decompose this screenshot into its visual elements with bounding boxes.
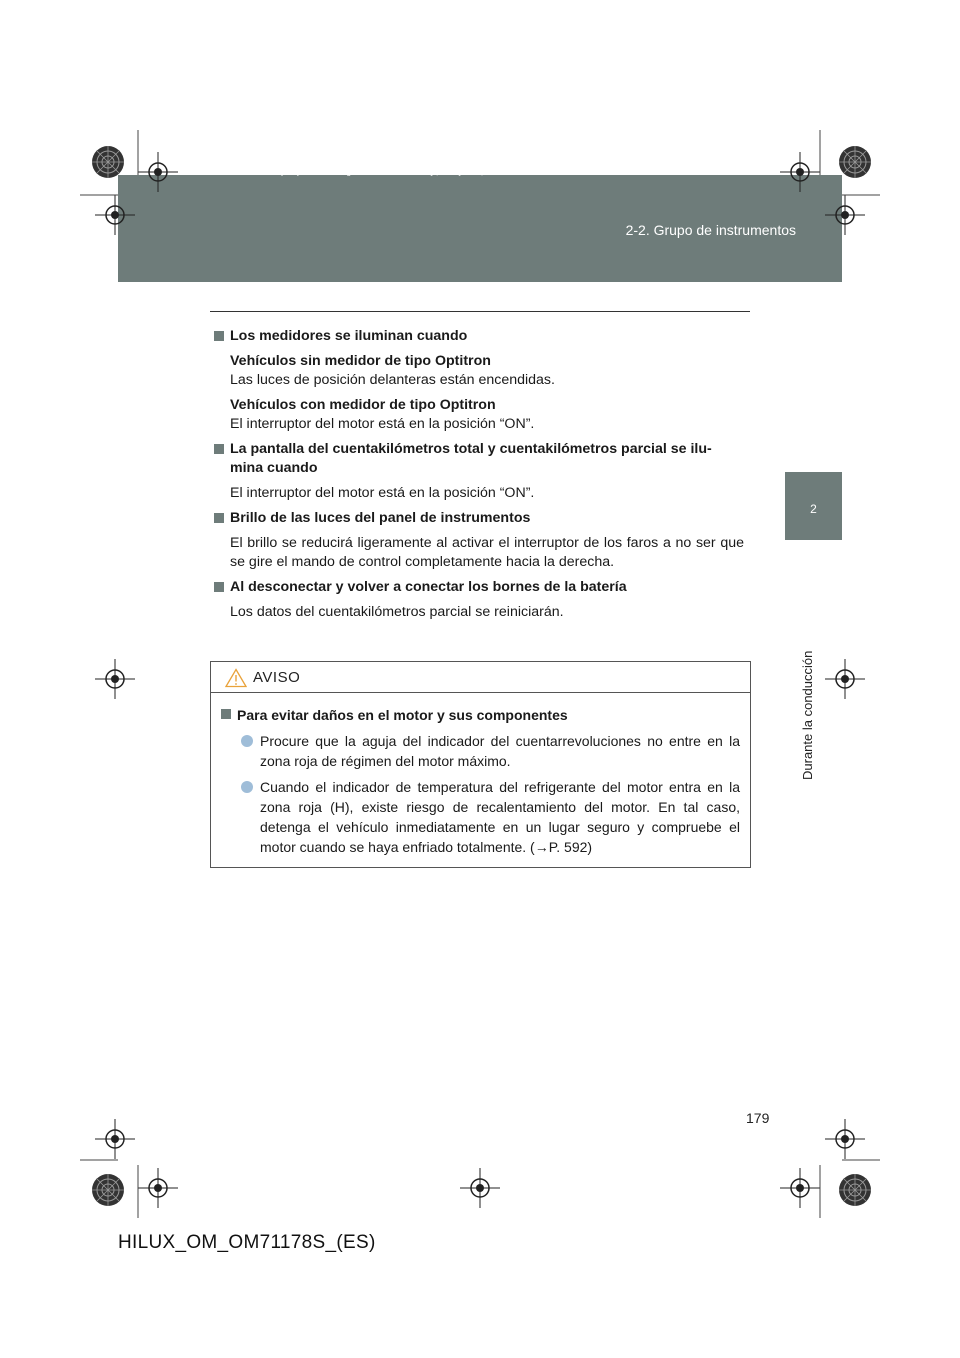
paragraph: Los datos del cuentakilómetros parcial se reiniciarán. <box>230 604 564 620</box>
warning-label: AVISO <box>253 669 301 686</box>
circle-bullet-icon <box>241 735 253 747</box>
section-4 <box>214 578 744 622</box>
chapter-title: Durante la conducción <box>800 650 815 780</box>
list-item: Cuando el indicador de temperatura del refrigerante del motor entra en la zona roja (H), existe riesgo de recalentamiento del motor. En tal caso, detenga el vehículo inmediatamente en un lugar seguro y compruebe el motor cuando se haya enfriado totalmente. (→P. 592) <box>241 777 740 857</box>
square-bullet-icon <box>214 582 224 592</box>
section-heading: Los medidores se iluminan cuando <box>214 327 744 346</box>
square-bullet-icon <box>214 331 224 341</box>
section-3 <box>214 509 744 572</box>
paragraph: El interruptor del motor está en la posición “ON”. <box>230 485 535 501</box>
main-content <box>214 327 744 628</box>
page-number: 179 <box>746 1110 770 1126</box>
subsection-heading: Vehículos con medidor de tipo Optitron <box>230 397 496 413</box>
warning-heading: Para evitar daños en el motor y sus componentes <box>221 705 740 725</box>
warning-triangle-icon <box>225 668 247 688</box>
square-bullet-icon <box>214 513 224 523</box>
square-bullet-icon <box>221 709 231 719</box>
subsection-heading: Vehículos sin medidor de tipo Optitron <box>230 353 491 369</box>
circle-bullet-icon <box>241 781 253 793</box>
file-stamp: HILUX_OM_OM71178S_(ES).book Page 179 Wednesday, May 16, 2012 3:09 PM <box>178 167 559 177</box>
book-code: HILUX_OM_OM71178S_(ES) <box>118 1232 376 1253</box>
paragraph: El brillo se reducirá ligeramente al activar el interruptor de los faros a no ser que se gire el mando de control completamente hacia la derecha. <box>230 535 744 570</box>
section-heading: La pantalla del cuentakilómetros total y cuentakilómetros parcial se ilu-mina cuando <box>214 440 744 478</box>
chapter-tab <box>785 472 842 540</box>
paragraph: Las luces de posición delanteras están encendidas. <box>230 372 555 388</box>
section-1 <box>214 327 744 434</box>
top-rule <box>210 311 750 312</box>
warning-header <box>211 662 750 693</box>
list-item: Procure que la aguja del indicador del cuentarrevoluciones no entre en la zona roja de régimen del motor máximo. <box>241 731 740 771</box>
warning-box <box>210 661 751 868</box>
chapter-number: 2 <box>810 502 817 516</box>
section-heading: Brillo de las luces del panel de instrumentos <box>214 509 744 528</box>
section-2 <box>214 440 744 503</box>
section-heading: Al desconectar y volver a conectar los bornes de la batería <box>214 578 744 597</box>
square-bullet-icon <box>214 444 224 454</box>
paragraph: El interruptor del motor está en la posición “ON”. <box>230 416 535 432</box>
section-title: 2-2. Grupo de instrumentos <box>625 222 796 238</box>
